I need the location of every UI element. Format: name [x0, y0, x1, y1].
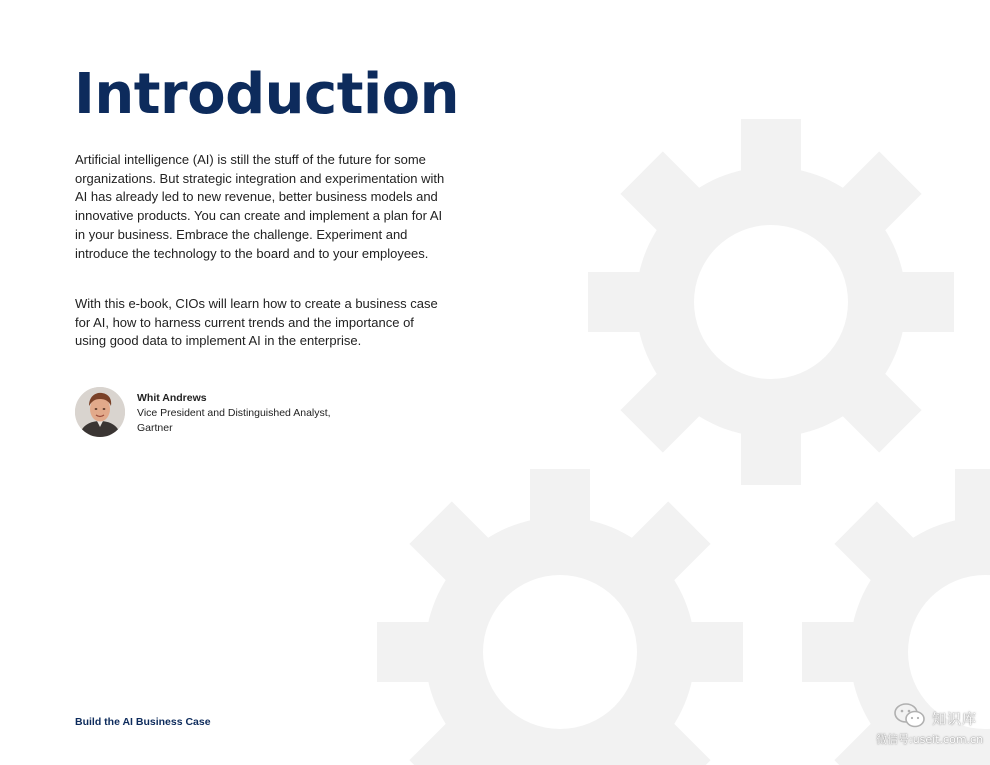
avatar: [75, 387, 125, 437]
page-title: Introduction: [74, 62, 460, 127]
wechat-icon: [893, 702, 927, 730]
footer-title: Build the AI Business Case: [75, 716, 211, 728]
author-name: Whit Andrews: [137, 392, 207, 404]
watermark-text: 知识库: [932, 712, 977, 728]
intro-paragraph-2: With this e-book, CIOs will learn how to create a business case for AI, how to harness current trends and the importance of using good data to implement AI in the enterprise.: [75, 296, 438, 349]
intro-paragraph: Artificial intelligence (AI) is still the stuff of the future for some organizations. But strategic integration and experimentation with AI has already led to new revenue, better business models and innovative products. You can create and implement a plan for AI in your business. Embrace the challenge. Experiment and introduce the technology to the board and to your employees.: [75, 152, 445, 261]
watermark-subtext: 微信号:useit.com.cn: [876, 733, 984, 746]
author-role: Vice President and Distinguished Analyst, Gartner: [137, 407, 331, 434]
